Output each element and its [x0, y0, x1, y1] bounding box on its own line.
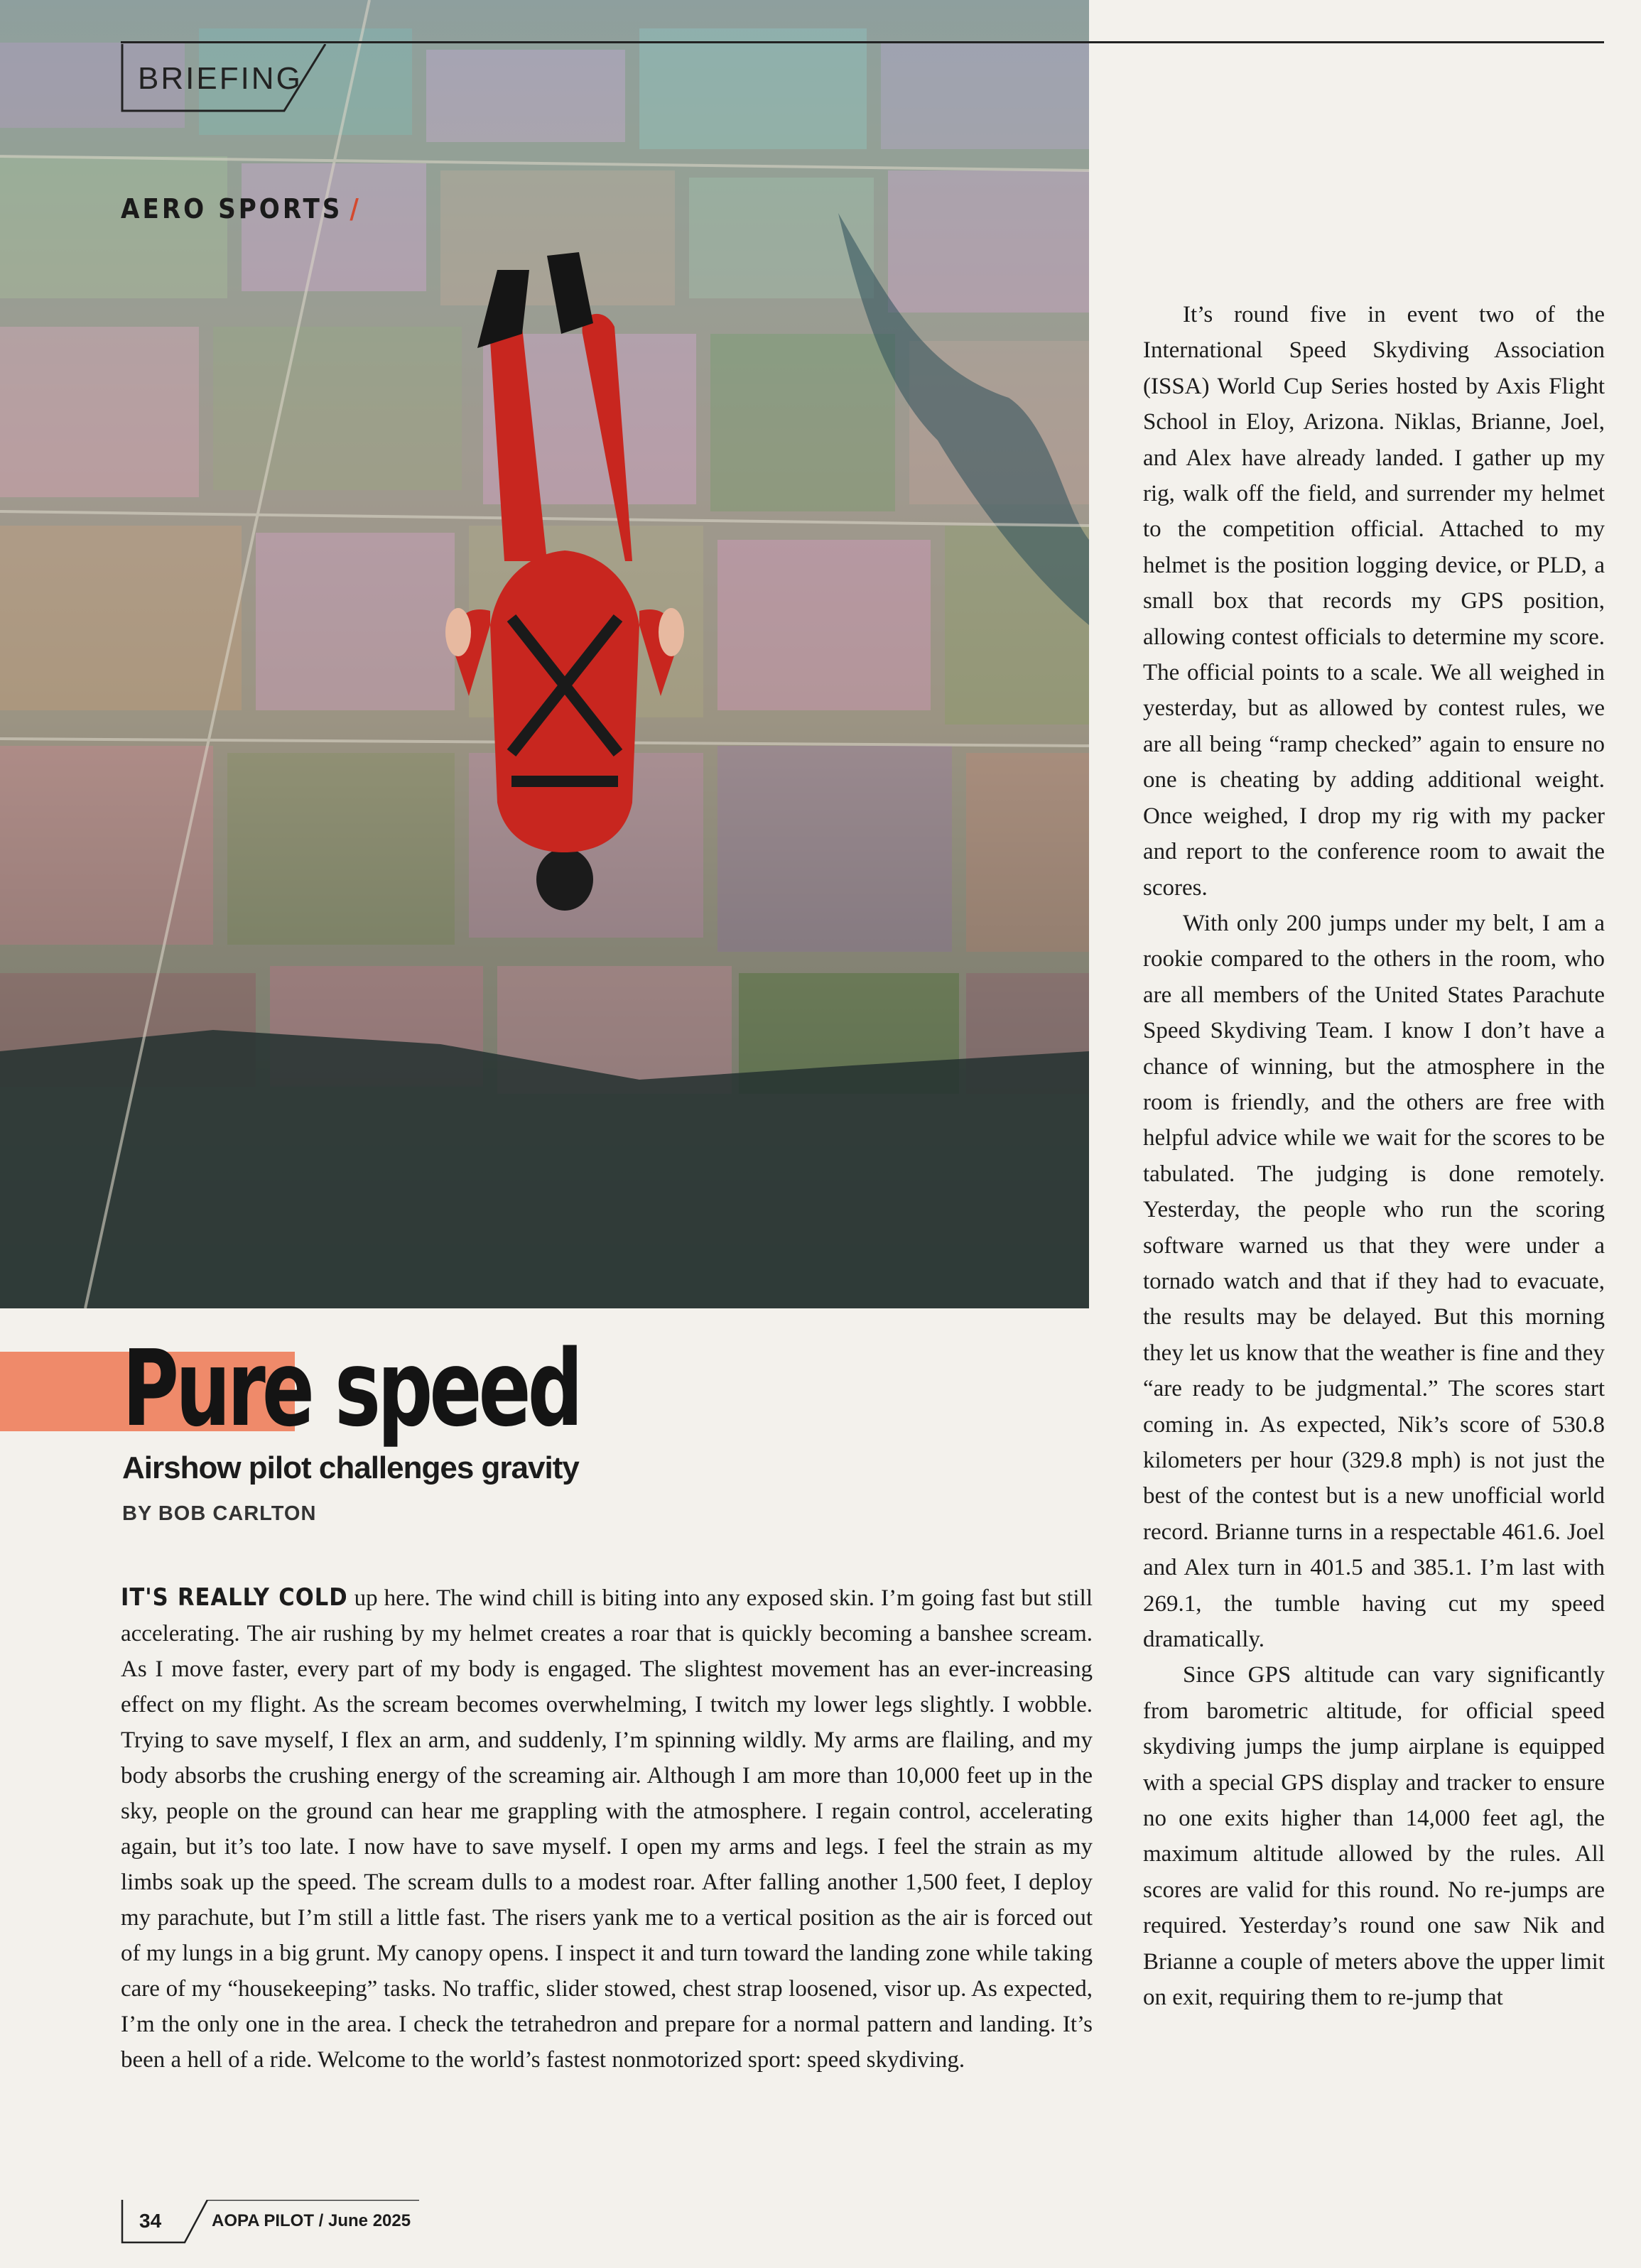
section-tab-label: BRIEFING [138, 61, 303, 96]
intro-paragraph [121, 1580, 1093, 2078]
category-slash: / [350, 193, 362, 224]
lead-in: IT'S REALLY COLD [121, 1583, 348, 1612]
intro-text: up here. The wind chill is biting into any exposed skin. I’m going fast but still accelerating. The air rushing by my helmet creates a roar that is quickly becoming a banshee scream. As I move faster, every part of my body is engaged. The slightest movement has an ever-increasing effect on my flight. As the scream becomes overwhelming, I twitch my lower legs slightly. I wobble. Trying to save myself, I flex an arm, and suddenly, I’m spinning wildly. My arms are flailing, and my body absorbs the crushing energy of the screaming air. Although I am more than 10,000 feet up in the sky, people on the ground can hear me grappling with the atmosphere. I regain control, accelerating again, but it’s too late. I now have to save myself. I open my arms and legs. I feel the strain as my limbs soak up the speed. The scream dulls to a modest roar. After falling another 1,500 feet, I deploy my parachute, but I’m still a little fast. The risers yank me to a vertical position as the air is forced out of my lungs in a big grunt. My canopy opens. I inspect it and turn toward the landing zone while taking care of my “housekeeping” tasks. No traffic, slider stowed, chest strap loosened, visor up. As expected, I’m the only one in the area. I check the tetrahedron and prepare for a normal pattern and landing. It’s been a hell of a ride. Welcome to the world’s fastest nonmotorized sport: speed skydiving. [121, 1585, 1093, 2073]
article-subtitle: Airshow pilot challenges gravity [122, 1450, 579, 1485]
body-paragraph: Since GPS altitude can vary significantly from barometric altitude, for official speed skydiving jumps the jump airplane is equipped with a special GPS display and tracker to ensure no one exits higher than 14,000 feet agl, the maximum altitude allowed by the rules. All scores are valid for this round. No re-jumps are required. Yesterday’s round one saw Nik and Brianne a couple of meters above the upper limit on exit, requiring them to re-jump that [1143, 1662, 1605, 2011]
body-paragraph: It’s round five in event two of the International Speed Skydiving Association (ISSA) World Cup Series hosted by Axis Flight School in Eloy, Arizona. Niklas, Brianne, Joel, and Alex have already landed. I gather up my rig, walk off the field, and surrender my helmet to the competition official. Attached to my helmet is the position logging device, or PLD, a small box that records my GPS position, allowing contest officials to determine my score. The official points to a scale. We all weighed in yesterday, but as allowed by contest rules, we are all being “ramp checked” again to ensure no one is cheating by adding additional weight. Once weighed, I drop my rig with my packer and report to the conference room to await the scores. [1143, 302, 1605, 901]
top-rule [121, 41, 1604, 43]
page-number: 34 [139, 2210, 162, 2232]
right-column [1143, 297, 1605, 2016]
article-byline: BY BOB CARLTON [122, 1502, 317, 1525]
section-tab [121, 44, 327, 112]
magazine-issue: AOPA PILOT / June 2025 [212, 2211, 411, 2230]
category-label [121, 193, 362, 224]
body-paragraph: With only 200 jumps under my belt, I am a rookie compared to the others in the room, who are all members of the United States Parachute Speed Skydiving Team. I know I don’t have a chance of winning, but the atmosphere in the room is friendly, and the others are free with helpful advice while we wait for the scores to be tabulated. The judging is done remotely. Yesterday, the people who run the scoring software warned us that they were under a tornado watch and that if they had to evacuate, the results may be delayed. But this morning they let us know that the weather is fine and they “are ready to be judgmental.” The scores start coming in. As expected, Nik’s score of 530.8 kilometers per hour (329.8 mph) is not just the best of the contest but is a new unofficial world record. Brianne turns in a respectable 461.6. Joel and Alex turn in 401.5 and 385.1. I’m last with 269.1, the tumble having cut my speed dramatically. [1143, 910, 1605, 1653]
category-text: AERO SPORTS [121, 193, 343, 224]
article-title: Pure speed [122, 1328, 580, 1450]
page-footer [121, 2200, 419, 2244]
